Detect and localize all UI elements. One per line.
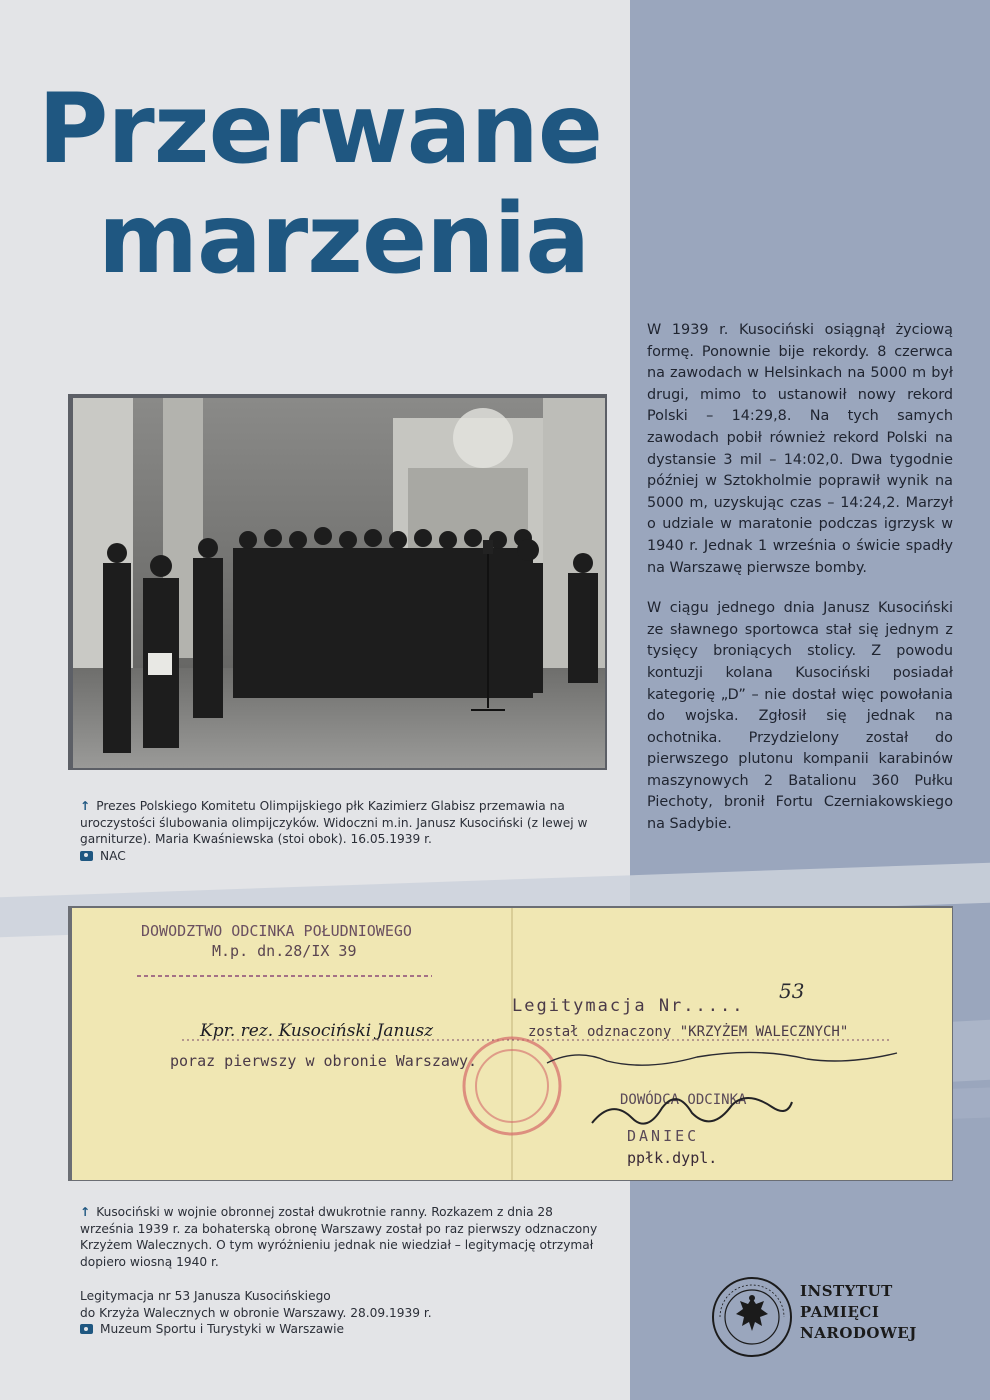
page-title bbox=[38, 74, 602, 294]
doc-line-5: poraz pierwszy w obronie Warszawy. bbox=[170, 1052, 478, 1070]
camera-icon bbox=[80, 851, 93, 861]
credit-line-2: do Krzyża Walecznych w obronie Warszawy. 28.09.1939 r. bbox=[80, 1305, 432, 1320]
photo-caption bbox=[80, 798, 600, 864]
credit-line-1: Legitymacja nr 53 Janusza Kusocińskiego bbox=[80, 1289, 331, 1303]
arrow-up-icon: ↑ bbox=[80, 799, 91, 813]
caption-source: NAC bbox=[100, 848, 126, 863]
doc-line-6: DOWÓDCA ODCINKA bbox=[620, 1092, 747, 1108]
document-caption bbox=[80, 1204, 600, 1270]
certificate-image bbox=[72, 908, 952, 1180]
doc-line-1: DOWODZTWO ODCINKA POŁUDNIOWEGO bbox=[141, 922, 412, 940]
doc-line-2: M.p. dn.28/IX 39 bbox=[212, 942, 357, 960]
title-line-2: marzenia bbox=[98, 183, 590, 295]
paragraph: W 1939 r. Kusociński osiągnął życiową formę. Ponownie bije rekordy. 8 czerwca na zawodach w Helsinkach na 5000 m był drugi, mimo to ustanowił nowy rekord Polski – 14:29,8. Na tych samych zawodach pobił również rekord Polski na dystansie 3 mil – 14:02,0. Dwa tygodnie później w Sztokholmie poprawił wynik na 5000 m, uzyskując czas – 14:24,2. Marzył o udziale w maratonie podczas igrzysk w 1940 r. Jednak 1 września o świcie spadły na Warszawę pierwsze bomby. bbox=[647, 322, 953, 576]
caption-source: Muzeum Sportu i Turystyki w Warszawie bbox=[100, 1322, 345, 1336]
doc-line-7: DANIEC bbox=[627, 1127, 700, 1145]
ceremony-photo-image bbox=[73, 398, 605, 768]
doc-line-4: został odznaczony "KRZYŻEM WALECZNYCH" bbox=[528, 1024, 849, 1040]
eagle-seal-icon bbox=[711, 1276, 793, 1358]
caption-text: Prezes Polskiego Komitetu Olimpijskiego płk Kazimierz Glabisz przemawia na uroczystości ślubowania olimpijczyków. Widoczni m.in. Janusz Kusociński (z lewej w garniturze). Maria Kwaśniewska (stoi obok). 16.05.1939 r. bbox=[80, 799, 588, 846]
historical-photo bbox=[73, 398, 605, 768]
logo-line-3: NARODOWEJ bbox=[800, 1324, 917, 1342]
camera-icon bbox=[80, 1324, 93, 1334]
doc-line-8: ppłk.dypl. bbox=[627, 1149, 718, 1167]
doc-number: 53 bbox=[779, 979, 805, 1003]
doc-handwritten-name: Kpr. rez. Kusociński Janusz bbox=[200, 1021, 434, 1041]
title-line-1: Przerwane bbox=[38, 73, 602, 185]
article-body bbox=[647, 320, 953, 855]
war-cross-certificate bbox=[72, 908, 952, 1180]
logo-wordmark bbox=[800, 1281, 917, 1344]
doc-line-3: Legitymacja Nr..... bbox=[512, 996, 745, 1016]
logo-line-1: INSTYTUT bbox=[800, 1282, 893, 1300]
paragraph: W ciągu jednego dnia Janusz Kusociński ze sławnego sportowca stał się jednym z tysięcy broniących stolicy. Z powodu kontuzji kolana Kusociński posiadał kategorię „D” – nie dostał więc powołania do wojska. Zgłosił się jednak na ochotnika. Przydzielony został do pierwszego plutonu kompanii karabinów maszynowych 2 Batalionu 360 Pułku Piechoty, bronił Fortu Czerniakowskiego na Sadybie. bbox=[647, 600, 953, 833]
document-credit bbox=[80, 1288, 550, 1338]
logo-line-2: PAMIĘCI bbox=[800, 1303, 880, 1321]
caption-text: Kusociński w wojnie obronnej został dwukrotnie ranny. Rozkazem z dnia 28 września 1939 r. za bohaterską obronę Warszawy został po raz pierwszy odznaczony Krzyżem Walecznych. O tym wyróżnieniu jednak nie wiedział – legitymację otrzymał dopiero wiosną 1940 r. bbox=[80, 1205, 598, 1269]
arrow-up-icon: ↑ bbox=[80, 1205, 91, 1219]
